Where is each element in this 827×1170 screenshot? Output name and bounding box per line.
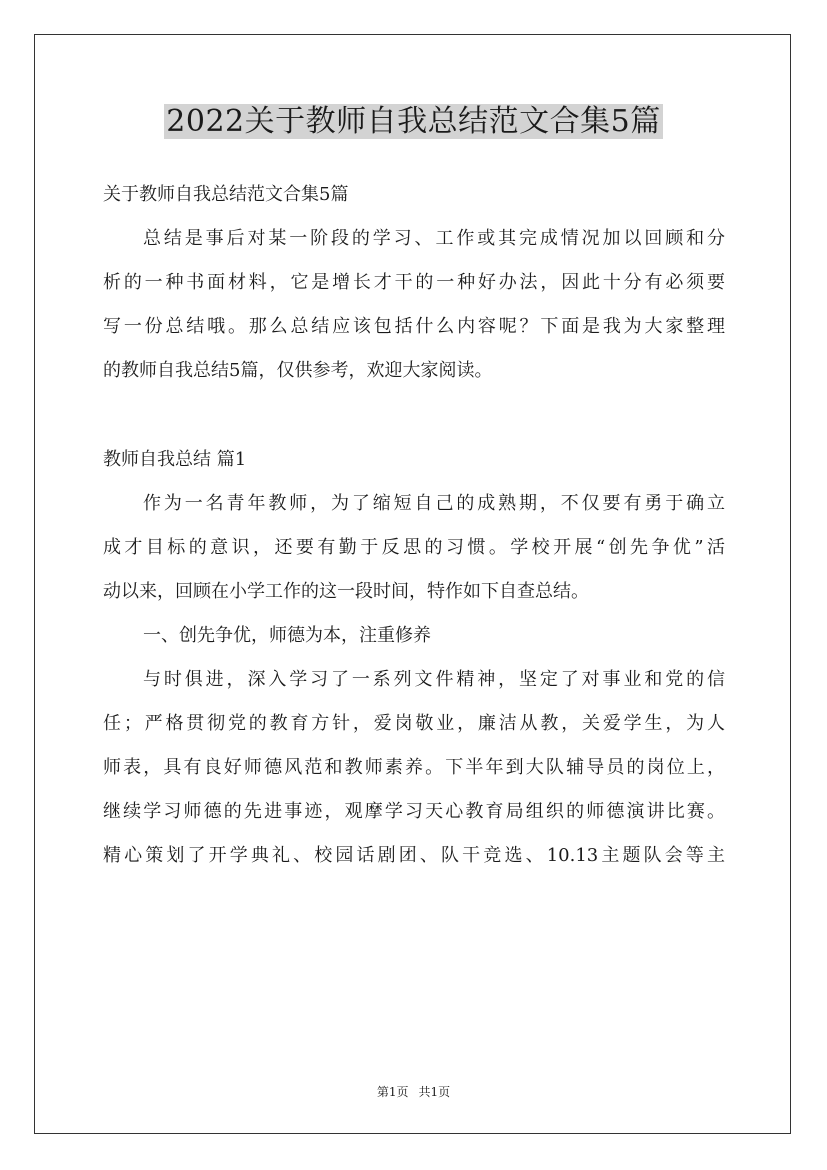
page-footer [0, 1084, 827, 1100]
section1-paragraph-2 [103, 658, 725, 878]
paragraph-line: 与时俱进，深入学习了一系列文件精神，坚定了对事业和党的信 [143, 669, 725, 690]
paragraph-spacer [103, 393, 725, 438]
paragraph-line: 成才目标的意识，还要有勤于反思的习惯。学校开展“创先争优”活 [103, 537, 725, 558]
document-body [103, 173, 725, 878]
document-title-text: 2022关于教师自我总结范文合集5篇 [166, 104, 661, 139]
paragraph-line: 作为一名青年教师，为了缩短自己的成熟期，不仅要有勇于确立 [143, 493, 725, 514]
paragraph-line: 的教师自我总结5篇，仅供参考，欢迎大家阅读。 [103, 360, 493, 381]
intro-paragraph [103, 217, 725, 393]
paragraph-line: 析的一种书面材料，它是增长才干的一种好办法，因此十分有必须要 [103, 272, 725, 293]
page-total: 共1页 [418, 1085, 451, 1099]
section-heading: 教师自我总结 篇1 [103, 449, 247, 470]
paragraph-line: 动以来，回顾在小学工作的这一段时间，特作如下自查总结。 [103, 581, 589, 602]
paragraph-line: 继续学习师德的先进事迹，观摩学习天心教育局组织的师德演讲比赛。 [103, 801, 725, 822]
paragraph-line: 精心策划了开学典礼、校园话剧团、队干竞选、10.13主题队会等主 [103, 845, 725, 866]
document-subtitle: 关于教师自我总结范文合集5篇 [103, 184, 349, 205]
paragraph-line: 写一份总结哦。那么总结应该包括什么内容呢？下面是我为大家整理 [103, 316, 725, 337]
subheading: 一、创先争优，师德为本，注重修养 [143, 625, 431, 646]
page-number: 第1页 [376, 1085, 409, 1099]
paragraph-line: 任；严格贯彻党的教育方针，爱岗敬业，廉洁从教，关爱学生，为人 [103, 713, 725, 734]
paragraph-line: 总结是事后对某一阶段的学习、工作或其完成情况加以回顾和分 [143, 228, 725, 249]
document-title [0, 100, 827, 144]
paragraph-line: 师表，具有良好师德风范和教师素养。下半年到大队辅导员的岗位上， [103, 757, 725, 778]
section1-paragraph-1 [103, 482, 725, 614]
